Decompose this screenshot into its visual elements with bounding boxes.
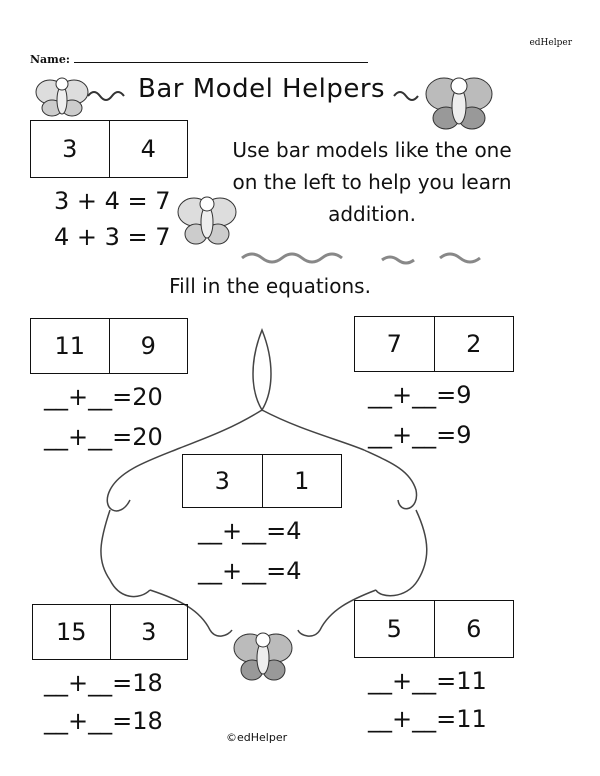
bar-part: 7 xyxy=(386,330,402,358)
equation-blank[interactable]: __+__=18 xyxy=(44,707,163,735)
butterfly-icon xyxy=(232,624,294,686)
bar-model xyxy=(354,316,514,372)
intro-text: Use bar models like the one on the left to help you learn addition. xyxy=(232,138,512,226)
bar-part: 9 xyxy=(109,319,188,373)
equation-blank[interactable]: __+__=9 xyxy=(368,421,472,449)
bar-part: 3 xyxy=(110,605,188,659)
page-title: Bar Model Helpers xyxy=(138,74,386,104)
instruction-text: Fill in the equations. xyxy=(169,274,371,298)
example-equation: 4 + 3 = 7 xyxy=(54,223,171,251)
bar-part: 4 xyxy=(109,121,188,177)
bar-part: 11 xyxy=(54,332,86,360)
equation-blank[interactable]: __+__=11 xyxy=(368,705,487,733)
copyright: ©edHelper xyxy=(226,731,288,744)
bar-part: 5 xyxy=(386,615,402,643)
bar-model xyxy=(32,604,188,660)
butterfly-icon xyxy=(34,74,90,118)
bar-model xyxy=(354,600,514,658)
bar-part: 3 xyxy=(214,467,230,495)
squiggle-intro-1 xyxy=(242,254,342,262)
equation-blank[interactable]: __+__=11 xyxy=(368,667,487,695)
bar-part: 2 xyxy=(434,317,514,371)
squiggle-intro-3 xyxy=(440,254,480,262)
equation-blank[interactable]: __+__=4 xyxy=(198,517,302,545)
bar-model xyxy=(182,454,342,508)
name-label: Name: xyxy=(30,53,70,66)
butterfly-icon xyxy=(424,70,494,134)
equation-blank[interactable]: __+__=4 xyxy=(198,557,302,585)
example-bar-model xyxy=(30,120,188,178)
equation-blank[interactable]: __+__=20 xyxy=(44,423,163,451)
equation-blank[interactable]: __+__=9 xyxy=(368,381,472,409)
bar-part: 3 xyxy=(62,135,78,163)
bar-part: 15 xyxy=(55,618,87,646)
brand-label: edHelper xyxy=(529,38,572,48)
name-field[interactable] xyxy=(74,62,368,63)
squiggle-left xyxy=(88,92,124,100)
example-equation: 3 + 4 = 7 xyxy=(54,187,171,215)
bar-part: 1 xyxy=(262,455,342,507)
squiggle-right xyxy=(394,92,418,100)
bar-part: 6 xyxy=(434,601,514,657)
equation-blank[interactable]: __+__=20 xyxy=(44,383,163,411)
squiggle-intro-2 xyxy=(382,257,414,263)
bar-model xyxy=(30,318,188,374)
equation-blank[interactable]: __+__=18 xyxy=(44,669,163,697)
